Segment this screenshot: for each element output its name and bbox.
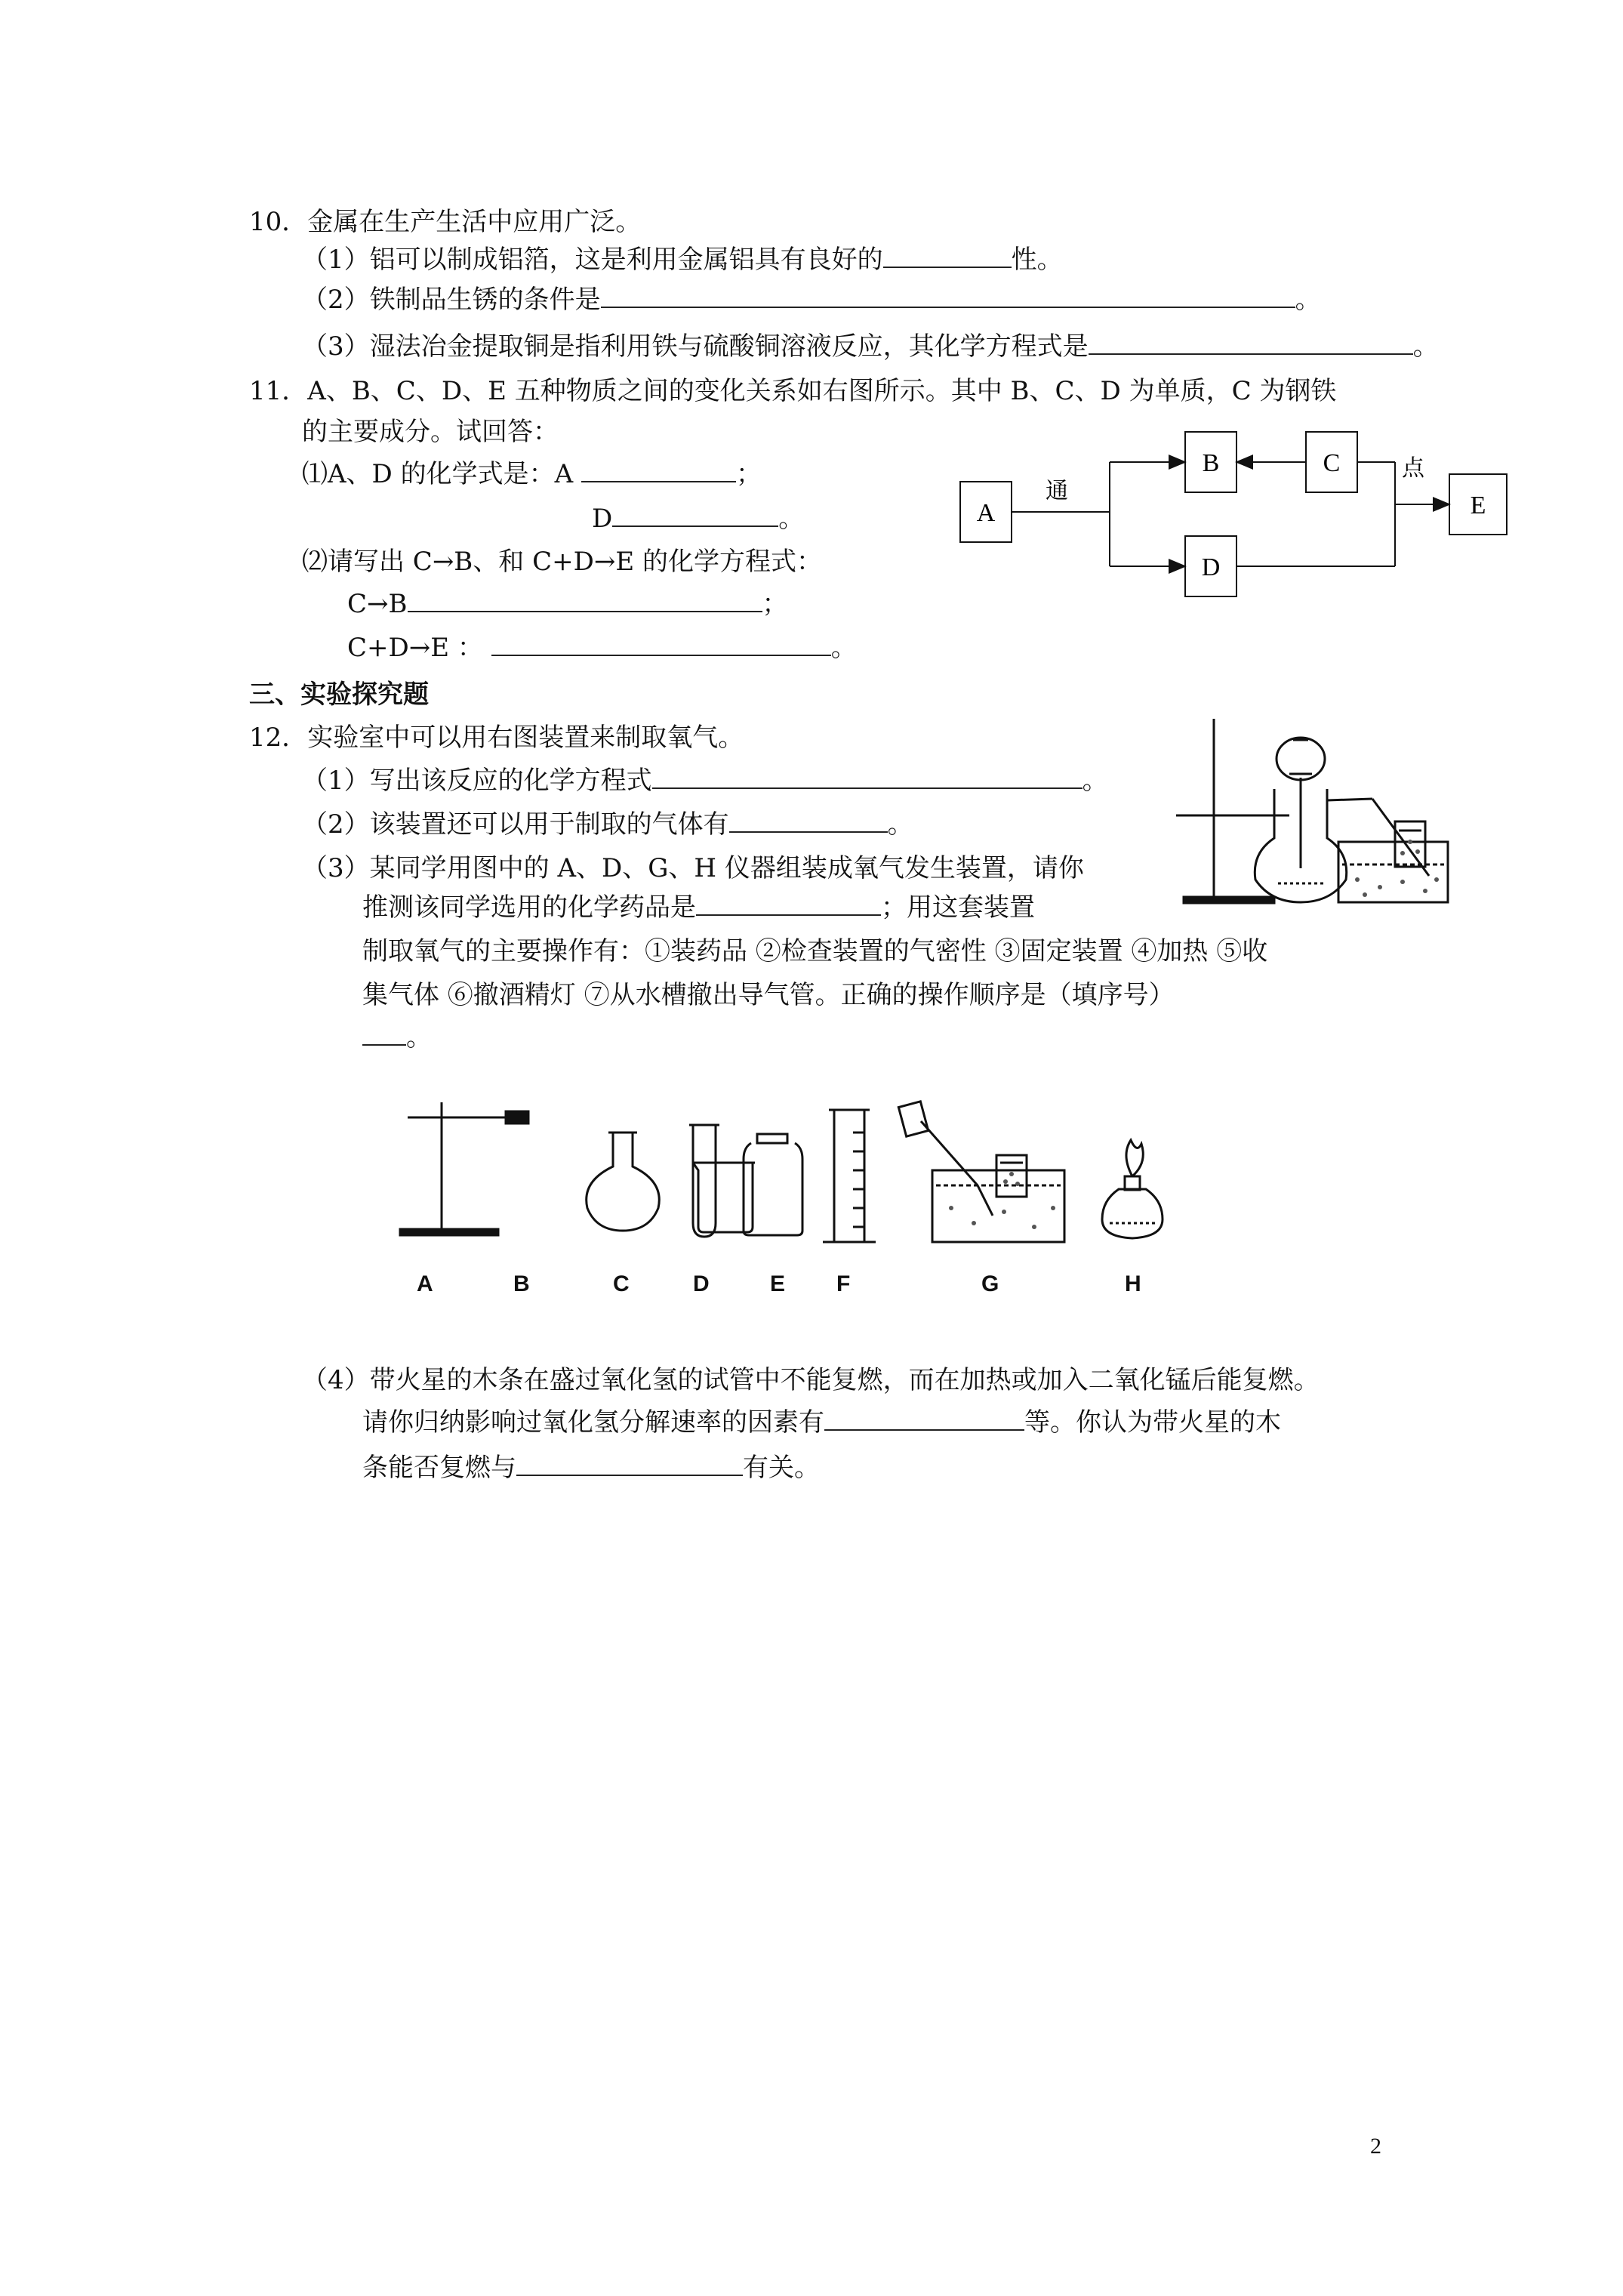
q11-part2: ⑵请写出 C→B、和 C+D→E 的化学方程式： [302,547,822,577]
label-h: H [1125,1271,1141,1296]
box-e [1449,474,1507,535]
q11-title: 11．A、B、C、D、E 五种物质之间的变化关系如右图所示。其中 B、C、D 为单质，C 为钢铁 [249,376,1337,406]
q10-part2: （2）铁制品生锈的条件是 。 [302,285,1321,315]
q12-part3-line4: 集气体 ⑥撤酒精灯 ⑦从水槽撤出导气管。正确的操作顺序是（填序号） [362,980,1175,1010]
box-a [960,482,1012,542]
q11-flow-diagram [951,423,1517,604]
q10-blank2[interactable] [601,284,1295,308]
q12-blank2[interactable] [729,809,888,833]
q11-blank-cde[interactable] [491,632,831,656]
label-a: A [417,1271,433,1296]
graduated-cylinder-icon [823,1110,876,1242]
q11-blank-a[interactable] [581,458,736,482]
q12-part4-line1: （4）带火星的木条在盛过氧化氢的试管中不能复燃，而在加热或加入二氧化锰后能复燃。 [302,1365,1320,1395]
q12-blank4[interactable] [362,1022,406,1046]
water-trough-icon [898,1102,1064,1242]
svg-text:B: B [1202,449,1220,477]
section3-title: 三、实验探究题 [249,680,429,710]
q10-title: 10．金属在生产生活中应用广泛。 [249,207,642,237]
q11-part1-d: D 。 [592,504,805,534]
box-b [1185,432,1236,492]
q12-part4-line3: 条能否复燃与 有关。 [362,1453,820,1483]
box-d [1185,536,1236,596]
q12-blank1[interactable] [652,765,1083,789]
oxygen-apparatus-figure [1169,710,1455,914]
label-b: B [513,1271,530,1296]
q12-part1: （1）写出该反应的化学方程式 。 [302,766,1108,796]
svg-text:D: D [1201,553,1221,581]
box-c [1306,432,1357,492]
q11-blank-cb[interactable] [408,588,762,612]
label-tong: 通 [1046,479,1068,504]
q11-title2: 的主要成分。试回答： [302,417,559,447]
label-e: E [770,1271,786,1296]
q10-part3: （3）湿法冶金提取铜是指利用铁与硫酸铜溶液反应，其化学方程式是 。 [302,331,1439,362]
q10-blank3[interactable] [1089,331,1413,355]
tube-icon [693,1125,716,1237]
label-g: G [981,1271,999,1296]
q12-part4-line2: 请你归纳影响过氧化氢分解速率的因素有 等。你认为带火星的木 [362,1407,1281,1438]
q11-part1-a: ⑴A、D 的化学式是：A ； [302,459,762,489]
gas-jar-icon [744,1134,802,1235]
q11-cb: C→B ； [347,589,788,619]
alcohol-lamp-icon [1102,1140,1163,1238]
svg-text:C: C [1323,449,1341,477]
label-c: C [613,1271,630,1296]
q12-blank6[interactable] [516,1452,743,1476]
svg-text:A: A [976,499,996,527]
q12-blank5[interactable] [824,1407,1024,1431]
q10-part1: （1）铝可以制成铝箔，这是利用金属铝具有良好的 性。 [302,245,1063,275]
label-f: F [836,1271,851,1296]
page-number: 2 [1370,2134,1381,2159]
q11-blank-d[interactable] [612,503,778,527]
q11-cde: C+D→E ： 。 [347,633,857,663]
q12-part3-line3: 制取氧气的主要操作有：①装药品 ②检查装置的气密性 ③固定装置 ④加热 ⑤收 [362,936,1268,966]
label-dian: 点 [1402,456,1424,481]
apparatus-labels [0,1271,1623,1302]
q12-blank3[interactable] [696,892,881,916]
q12-part3-line5: 。 [362,1021,432,1054]
q12-part3-line1: （3）某同学用图中的 A、D、G、H 仪器组装成氧气发生装置，请你 [302,853,1084,883]
q12-part2: （2）该装置还可以用于制取的气体有 。 [302,809,913,840]
svg-text:E: E [1470,492,1486,519]
q12-title: 12．实验室中可以用右图装置来制取氧气。 [249,723,744,753]
label-d: D [693,1271,710,1296]
q10-blank1[interactable] [883,244,1012,268]
q12-part3-line2: 推测该同学选用的化学药品是 ；用这套装置 [362,892,1035,923]
